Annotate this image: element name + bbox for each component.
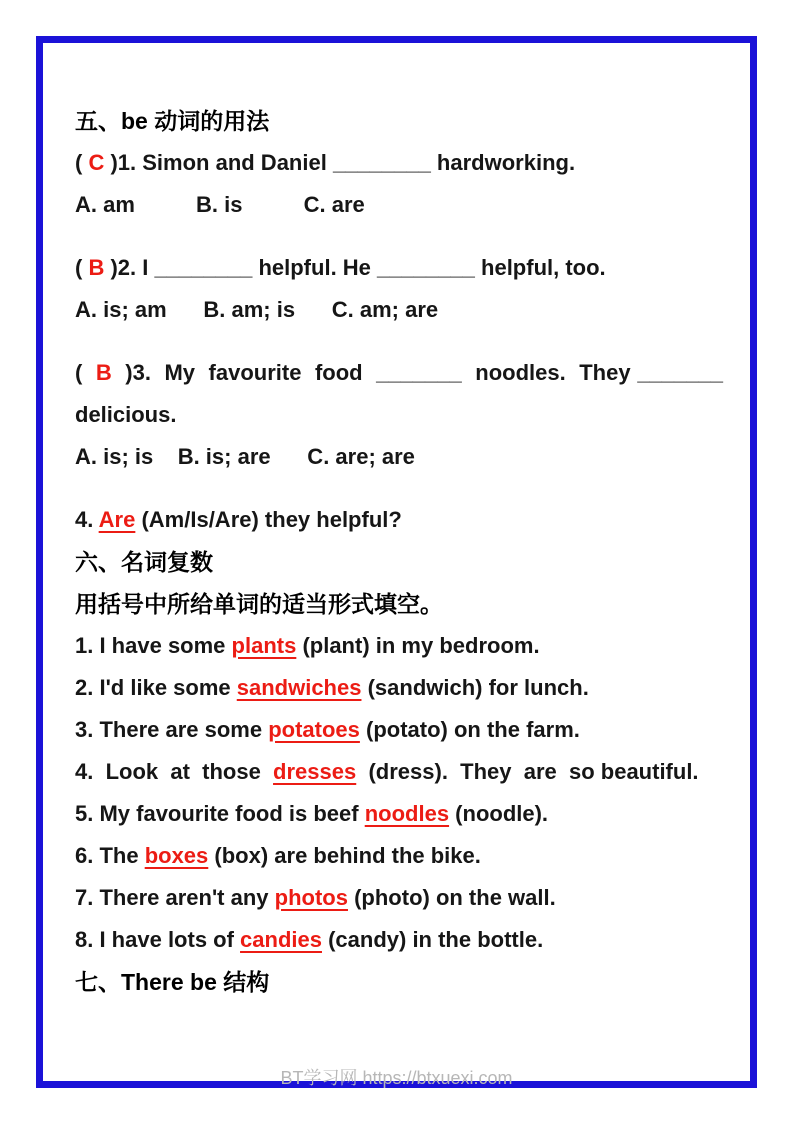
item-6 (75, 835, 723, 877)
question-2 (75, 247, 723, 289)
text-run: 五、be 动词的用法 (75, 108, 270, 134)
text-run: 六、名词复数 (75, 549, 213, 575)
text-run: (Am/Is/Are) they helpful? (135, 507, 402, 532)
text-run: A. is; am B. am; is C. am; are (75, 297, 439, 322)
text-run: 用括号中所给单词的适当形式填空。 (75, 591, 443, 617)
heading-section-6 (75, 541, 723, 583)
text-run: )1. Simon and Daniel ________ hardworking. (104, 150, 576, 175)
answer-word: photos (274, 885, 348, 910)
item-8 (75, 919, 723, 961)
text-run: 3. There are some (75, 717, 269, 742)
text-run: (dress). They are so beautiful. (356, 759, 699, 784)
text-run: 8. I have lots of (75, 927, 241, 952)
item-2 (75, 667, 723, 709)
question-4 (75, 499, 723, 541)
heading-section-7 (75, 961, 723, 1003)
text-run: 七、There be 结构 (75, 969, 270, 995)
text-run: 2. I'd like some (75, 675, 237, 700)
text-run: (sandwich) for lunch. (361, 675, 589, 700)
text-run: (photo) on the wall. (347, 885, 556, 910)
question-3-options (75, 436, 723, 478)
item-7 (75, 877, 723, 919)
question-1-options (75, 184, 723, 226)
answer-word: noodles (364, 801, 450, 826)
answer-word: sandwiches (236, 675, 362, 700)
text-run: 6. The (75, 843, 145, 868)
text-run: (potato) on the farm. (359, 717, 580, 742)
text-run: )3. My favourite food _______ noodles. They _______ delicious. (75, 360, 730, 427)
question-2-options (75, 289, 723, 331)
text-run: (noodle). (449, 801, 549, 826)
document-body (75, 100, 730, 1003)
watermark-footer: BT学习网 https://btxuexi.com (280, 1068, 513, 1088)
text-run: (candy) in the bottle. (321, 927, 544, 952)
text-run: (box) are behind the bike. (208, 843, 481, 868)
answer-word: boxes (144, 843, 209, 868)
text-run: 7. There aren't any (75, 885, 275, 910)
question-1 (75, 142, 723, 184)
text-run: ( (75, 255, 89, 280)
section-6-instruction (75, 583, 723, 625)
text-run: 1. I have some (75, 633, 232, 658)
answer-word: plants (231, 633, 297, 658)
item-3 (75, 709, 723, 751)
answer-word: Are (98, 507, 136, 532)
answer-word: dresses (273, 759, 357, 784)
answer-word: candies (240, 927, 322, 952)
answer-letter: B (88, 255, 105, 280)
text-run: )2. I ________ helpful. He ________ helpful, too. (104, 255, 606, 280)
text-run: A. is; is B. is; are C. are; are (75, 444, 415, 469)
item-5 (75, 793, 723, 835)
answer-word: potatoes (268, 717, 360, 742)
text-run: 4. Look at those (75, 759, 274, 784)
text-run: ( (75, 360, 96, 385)
answer-letter: B (95, 360, 112, 385)
text-run: ( (75, 150, 89, 175)
heading-section-5 (75, 100, 723, 142)
text-run: 4. (75, 507, 99, 532)
question-3 (75, 352, 730, 436)
answer-letter: C (88, 150, 105, 175)
text-run: A. am B. is C. are (75, 192, 365, 217)
item-1 (75, 625, 723, 667)
text-run: (plant) in my bedroom. (296, 633, 540, 658)
item-4 (75, 751, 723, 793)
text-run: 5. My favourite food is beef (75, 801, 365, 826)
